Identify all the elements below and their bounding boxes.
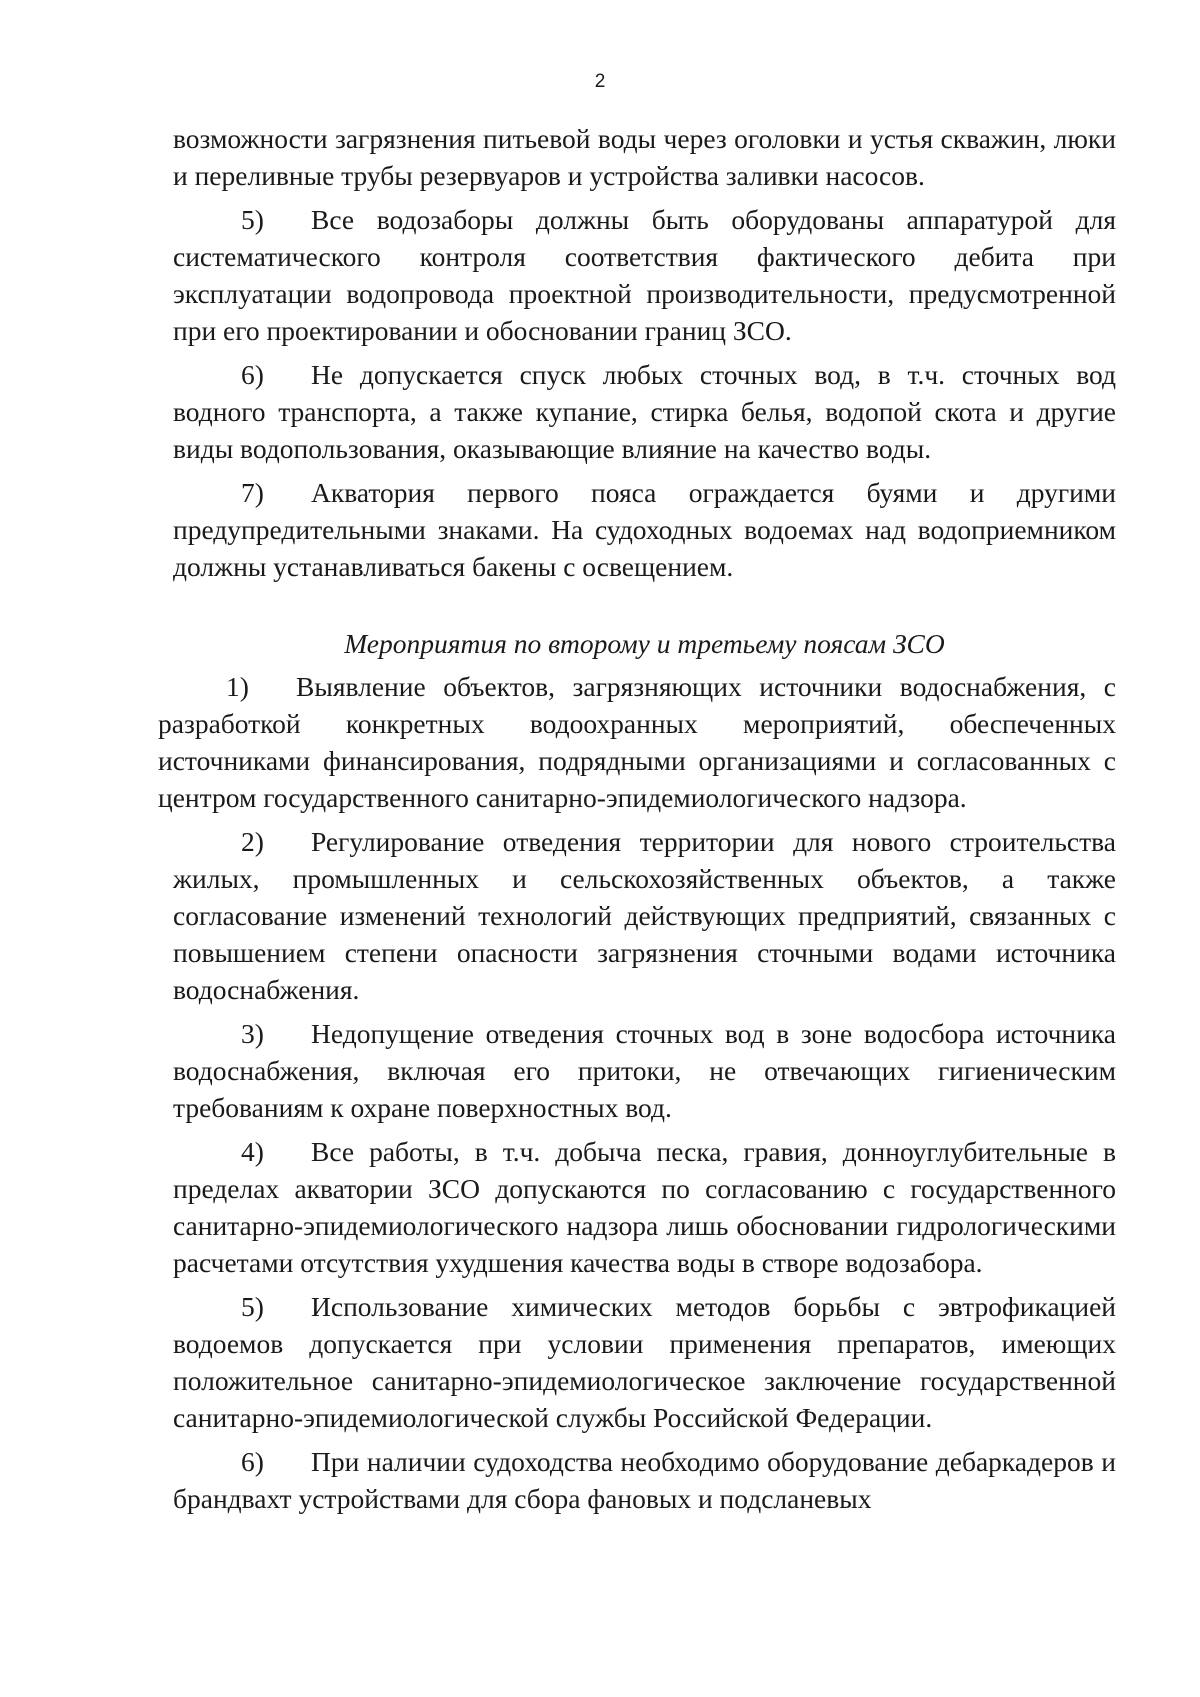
list-item: [173, 474, 1116, 585]
page-number: 2: [594, 71, 606, 92]
list-item: [173, 823, 1116, 1008]
list-item: [173, 1015, 1116, 1126]
list-item-number: 4): [241, 1136, 264, 1167]
list-item-text: Все работы, в т.ч. добыча песка, гравия, донноуглубительные в пределах акватории ЗСО допускаются по согласованию с государственного санитарно-эпидемиологического надзора лишь обосновании гидрологическими расчетами отсутствия ухудшения качества воды в створе водозабора.: [173, 1136, 1116, 1278]
list-item-text: Регулирование отведения территории для нового строительства жилых, промышленных и сельскохозяйственных объектов, а также согласование изменений технологий действующих предприятий, связанных с повышением степени опасности загрязнения сточными водами источника водоснабжения.: [173, 826, 1116, 1005]
list-item: [158, 668, 1116, 816]
list-item-number: 5): [241, 1291, 264, 1322]
list-item: [173, 356, 1116, 467]
list-item-number: 6): [241, 359, 264, 390]
paragraph-continued: возможности загрязнения питьевой воды через оголовки и устья скважин, люки и переливные трубы резервуаров и устройства заливки насосов.: [173, 123, 1116, 191]
list-item-text: Недопущение отведения сточных вод в зоне водосбора источника водоснабжения, включая его притоки, не отвечающих гигиеническим требованиям к охране поверхностных вод.: [173, 1018, 1116, 1123]
list-item: [173, 1443, 1116, 1517]
list-item: [173, 1133, 1116, 1281]
list-item-number: 1): [226, 671, 249, 702]
list-item-number: 6): [241, 1446, 264, 1477]
list-item-text: Не допускается спуск любых сточных вод, в т.ч. сточных вод водного транспорта, а также купание, стирка белья, водопой скота и другие виды водопользования, оказывающие влияние на качество воды.: [173, 359, 1116, 464]
list-item-text: Выявление объектов, загрязняющих источники водоснабжения, с разработкой конкретных водоохранных мероприятий, обеспеченных источниками финансирования, подрядными организациями и согласованных с центром государственного санитарно-эпидемиологического надзора.: [158, 671, 1116, 813]
list-item-number: 5): [241, 204, 264, 235]
list-item-text: При наличии судоходства необходимо оборудование дебаркадеров и брандвахт устройствами для сбора фановых и подсланевых: [173, 1446, 1116, 1514]
list-item-number: 7): [241, 477, 264, 508]
list-item-number: 2): [241, 826, 264, 857]
list-item-text: Использование химических методов борьбы с эвтрофикацией водоемов допускается при условии применения препаратов, имеющих положительное санитарно-эпидемиологическое заключение государственной санитарно-эпидемиологической службы Российской Федерации.: [173, 1291, 1116, 1433]
document-body: [158, 120, 1116, 1524]
list-item: [173, 1288, 1116, 1436]
list-item: [173, 201, 1116, 349]
section-title: Мероприятия по второму и третьему поясам ЗСО: [344, 628, 945, 659]
list-item-text: Все водозаборы должны быть оборудованы аппаратурой для систематического контроля соответствия фактического дебита при эксплуатации водопровода проектной производительности, предусмотренной при его проектировании и обосновании границ ЗСО.: [173, 204, 1116, 346]
list-item-number: 3): [241, 1018, 264, 1049]
list-item-text: Акватория первого пояса ограждается буями и другими предупредительными знаками. На судоходных водоемах над водоприемником должны устанавливаться бакены с освещением.: [173, 477, 1116, 582]
